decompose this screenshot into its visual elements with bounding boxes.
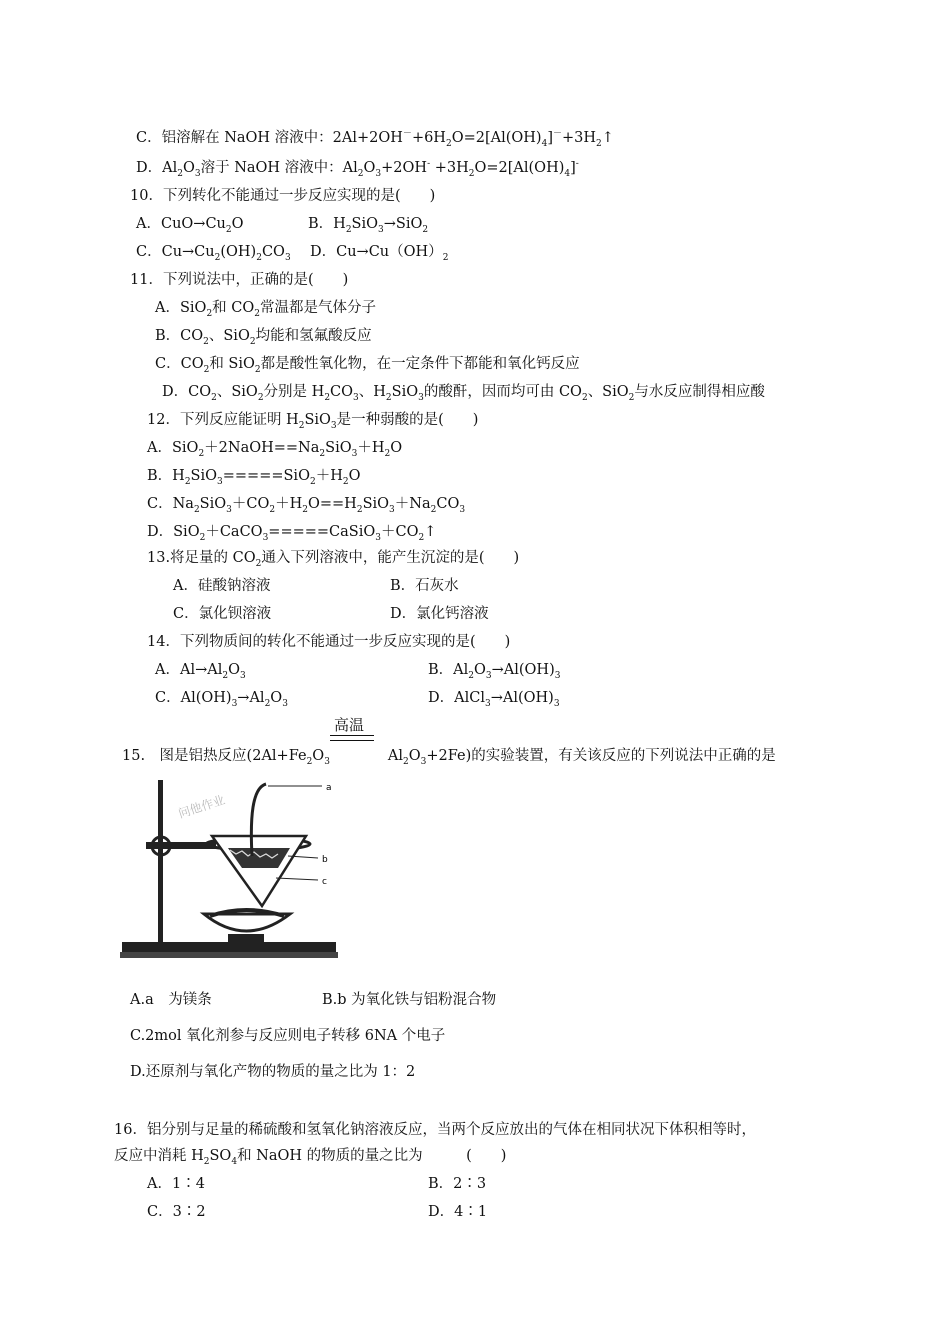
text-line-34: 反应中消耗 $H_2SO_4$和 NaOH 的物质的量之比为 ( ) (114, 1148, 507, 1167)
reaction-condition-label (334, 715, 364, 735)
condition-double-line (330, 735, 374, 741)
text-line-20: B．石灰水 (390, 578, 459, 594)
text-line-11: C．$CO_2$和 SiO$_2$都是酸性氧化物，在一定条件下都能和氧化钙反应 (155, 356, 580, 375)
text-line-28: 15. 图是铝热反应($2Al+Fe_2O_3$ $Al_2O_3+2Fe$)的实验装置，有关该反应的下列说法中正确的是 (122, 748, 776, 767)
text-line-30: B.b 为氧化铁与铝粉混合物 (322, 992, 497, 1008)
text-line-16: C．$Na_2SiO_3+CO_2+H_2O==H_2SiO_3+Na_2CO_3$ (147, 496, 466, 515)
text-line-38: D．4∶1 (428, 1204, 488, 1220)
text-line-27: D．$AlCl_3\to Al(OH)_3$ (428, 690, 560, 709)
text-line-25: B．$Al_2O_3\to Al(OH)_3$ (428, 662, 561, 681)
text-line-9: A．SiO$_2$和 $CO_2$常温都是气体分子 (155, 300, 376, 319)
text-line-19: A．硅酸钠溶液 (173, 578, 271, 594)
text-line-26: C．$Al(OH)_3\to Al_2O_3$ (155, 690, 288, 709)
text-line-35: A．1∶4 (147, 1176, 205, 1192)
text-line-14: A．$SiO_2+2NaOH==Na_2SiO_3+H_2O$ (147, 440, 403, 459)
text-line-1: C．铝溶解在 NaOH 溶液中：$2Al+2OH^-+6H_2O=2[Al(OH)_4]^-+3H_2↑$ (136, 129, 614, 149)
stand-rod (158, 780, 163, 944)
label-c: c (322, 877, 327, 887)
text-line-18: 13.将足量的 $CO_2$通入下列溶液中，能产生沉淀的是( ) (147, 550, 520, 569)
text-line-13: 12．下列反应能证明 $H_2SiO_3$是一种弱酸的是( ) (147, 412, 479, 431)
text-line-33: 16．铝分别与足量的稀硫酸和氢氧化钠溶液反应，当两个反应放出的气体在相同状况下体积相等时， (114, 1122, 756, 1138)
watermark: 问他作业 (176, 792, 227, 821)
text-line-12: D．$CO_2$、SiO$_2$分别是 $H_2CO_3$、$H_2SiO_3$的酸酐，因而均可由 $CO_2$、SiO$_2$与水反应制得相应酸 (162, 384, 765, 403)
thermite-apparatus-figure (118, 778, 340, 962)
text-line-23: 14．下列物质间的转化不能通过一步反应实现的是( ) (147, 634, 511, 650)
text-line-32: D.还原剂与氧化产物的物质的量之比为 1：2 (130, 1064, 416, 1080)
text-line-37: C．3∶2 (147, 1204, 206, 1220)
paper-funnel (212, 836, 306, 906)
evaporating-dish (204, 914, 290, 931)
text-line-31: C.2mol 氧化剂参与反应则电子转移 6NA 个电子 (130, 1028, 446, 1044)
text-line-17: D．$SiO_2+CaCO_3=====CaSiO_3+CO_2↑$ (147, 524, 437, 543)
text-line-36: B．2∶3 (428, 1176, 487, 1192)
text-line-2: D．$Al_2O_3$溶于 NaOH 溶液中：$Al_2O_3+2OH^- +3H_2O=2[Al(OH)_4]^-$ (136, 159, 579, 179)
label-b: b (322, 855, 328, 865)
condition-text: 高温 (334, 716, 365, 734)
text-line-3: 10．下列转化不能通过一步反应实现的是( ) (130, 188, 436, 204)
text-line-21: C．氯化钡溶液 (173, 606, 272, 622)
text-line-29: A.a 为镁条 (130, 992, 212, 1008)
label-a: a (326, 783, 332, 793)
text-line-5: B．$H_2SiO_3\to SiO_2$ (308, 216, 429, 235)
text-line-7: D．$Cu\to Cu(OH)_2$ (310, 244, 449, 263)
text-line-10: B．$CO_2$、SiO$_2$均能和氢氟酸反应 (155, 328, 372, 347)
text-line-8: 11．下列说法中，正确的是( ) (130, 272, 349, 288)
text-line-15: B．$H_2SiO_3=====SiO_2+H_2O$ (147, 468, 361, 487)
text-line-4: A．$CuO\to Cu_2O$ (136, 216, 244, 235)
text-line-24: A．$Al\to Al_2O_3$ (155, 662, 246, 681)
text-line-6: C．$Cu\to Cu_2(OH)_2CO_3$ (136, 244, 291, 263)
text-line-22: D．氯化钙溶液 (390, 606, 489, 622)
